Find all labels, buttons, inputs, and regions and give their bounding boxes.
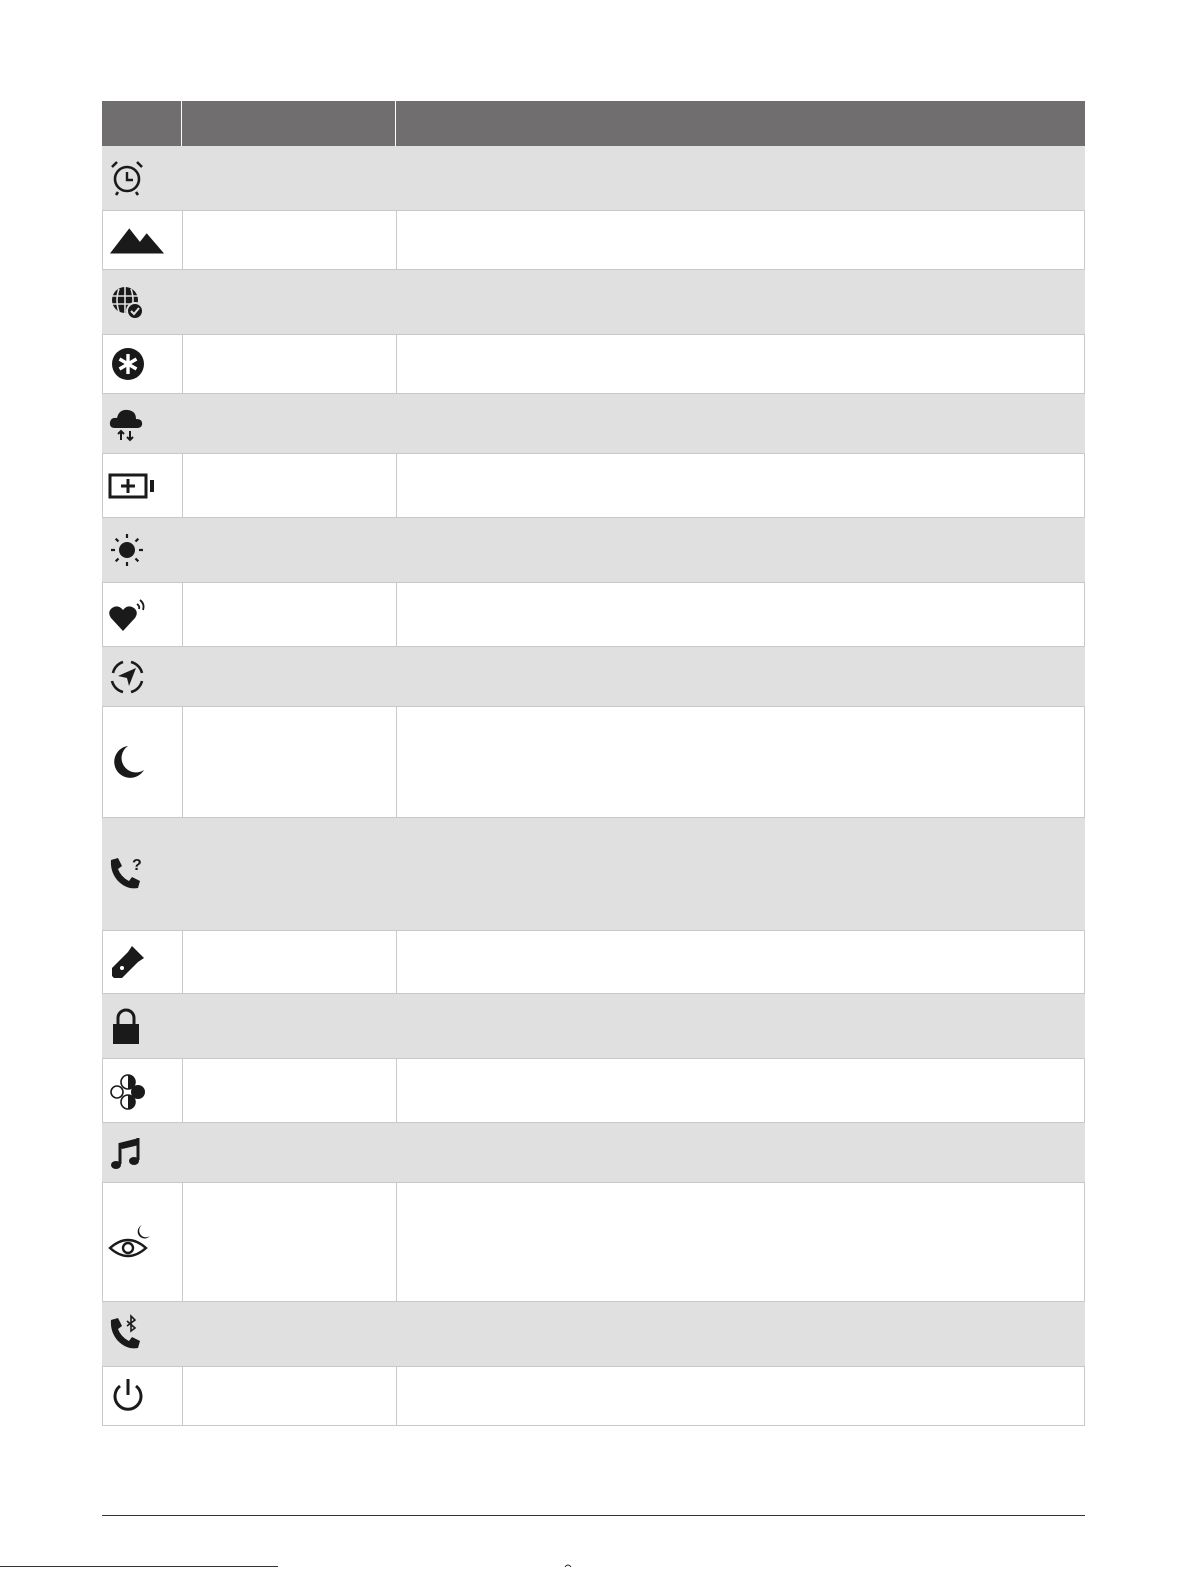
row-name [182,931,396,993]
row-name [182,1059,396,1122]
row-description [395,146,1085,210]
row-description [396,1367,1084,1425]
row-description [396,707,1084,817]
page-edge-mark [564,1563,572,1567]
cloud-sync-icon [107,404,147,444]
globe-check-icon [107,282,147,322]
row-name [182,211,396,269]
row-description [395,518,1085,582]
table-row [102,1367,1085,1426]
header-icon-column [102,101,181,146]
row-description [395,1123,1085,1182]
flashlight-icon [108,942,148,982]
header-name-column [181,101,395,146]
music-note-icon [107,1133,147,1173]
row-description [396,1059,1084,1122]
table-row [102,454,1085,518]
row-description [395,394,1085,453]
table-row [102,1123,1085,1183]
battery-saver-icon [108,466,156,506]
table-row [102,1183,1085,1302]
table-row [102,394,1085,454]
svg-text:?: ? [132,857,142,874]
row-name [182,1183,396,1301]
row-name [182,454,396,517]
row-name [181,1123,395,1182]
row-name [181,818,395,930]
row-name [181,146,395,210]
row-description [395,1302,1085,1366]
row-name [181,1302,395,1366]
asterisk-circle-icon [108,344,148,384]
row-name [182,583,396,646]
header-description-column [395,101,1085,146]
row-description [396,211,1084,269]
circles-pattern-icon [108,1071,148,1111]
phone-question-icon [107,854,147,894]
row-name [182,335,396,393]
table-row [102,211,1085,270]
row-name [181,647,395,706]
row-name [181,394,395,453]
table-row [102,146,1085,211]
row-description [395,270,1085,334]
compass-navigation-icon [107,657,147,697]
row-description [396,454,1084,517]
lock-icon [107,1006,147,1046]
row-name [181,270,395,334]
row-name [182,707,396,817]
controls-table [102,101,1085,1426]
alarm-clock-icon [107,158,147,198]
table-row [102,583,1085,647]
table-row [102,335,1085,394]
page-edge-rule [0,1566,278,1567]
phone-bluetooth-icon [107,1314,147,1354]
table-row [102,647,1085,707]
row-name [181,994,395,1058]
row-description [396,1183,1084,1301]
table-header [102,101,1085,146]
eye-moon-icon [108,1222,152,1262]
row-description [396,583,1084,646]
power-icon [108,1376,148,1416]
row-name [181,518,395,582]
row-description [396,335,1084,393]
table-row [102,931,1085,994]
table-row [102,1302,1085,1367]
row-description [395,818,1085,930]
footer-rule [102,1515,1085,1516]
mountain-icon [108,220,166,260]
row-description [396,931,1084,993]
row-name [182,1367,396,1425]
table-row [102,270,1085,335]
table-row [102,707,1085,818]
brightness-icon [107,530,147,570]
row-description [395,647,1085,706]
table-row [102,818,1085,931]
moon-icon [108,742,148,782]
table-row [102,518,1085,583]
table-row [102,994,1085,1059]
heart-broadcast-icon [108,595,148,635]
table-row [102,1059,1085,1123]
row-description [395,994,1085,1058]
